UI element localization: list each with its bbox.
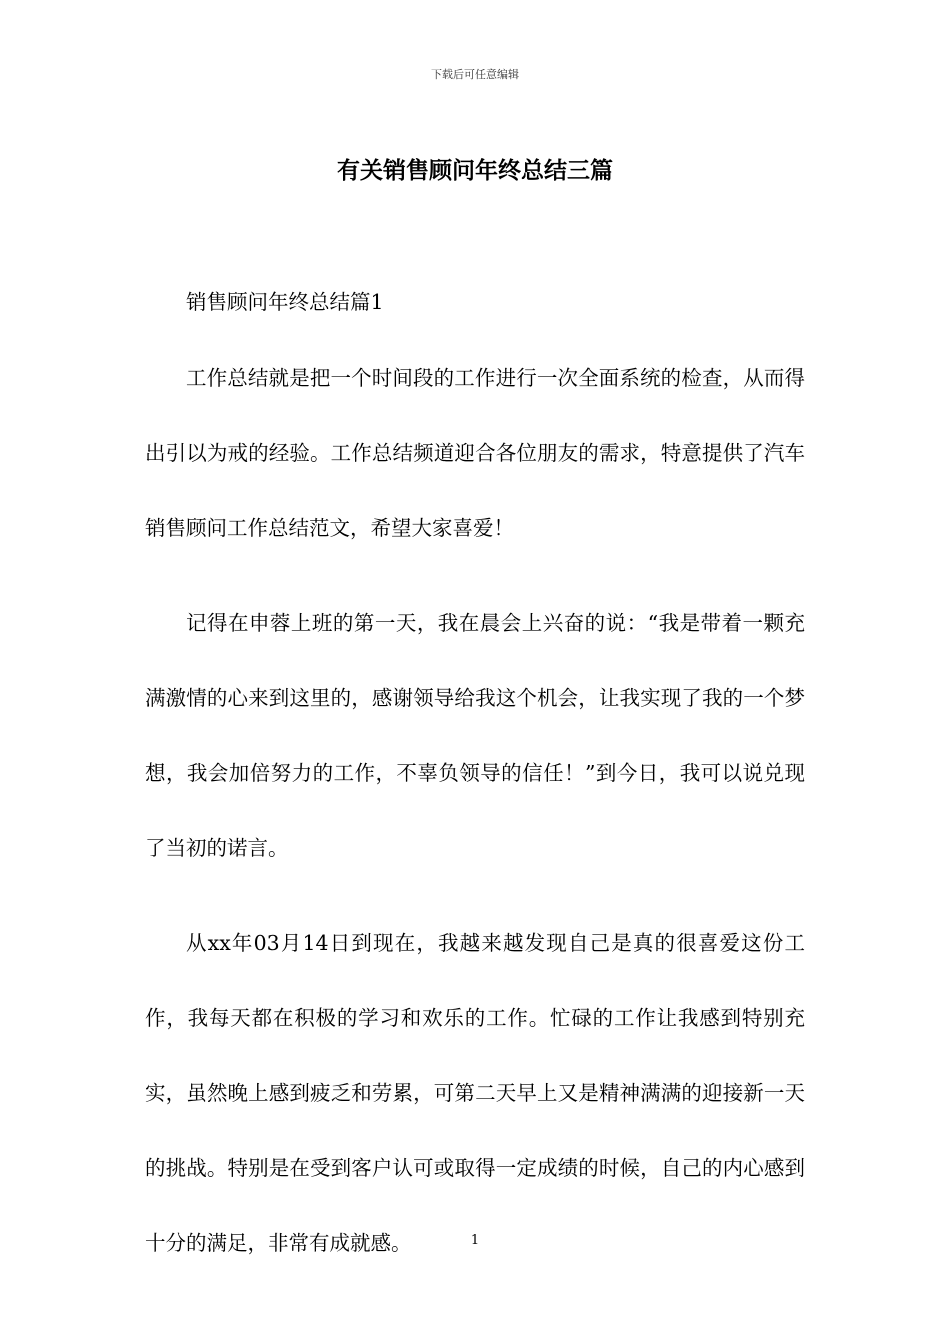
header-note: 下载后可任意编辑 bbox=[431, 68, 519, 81]
paragraph-intro: 工作总结就是把一个时间段的工作进行一次全面系统的检查，从而得出引以为戒的经验。工作总结频道迎合各位朋友的需求，特意提供了汽车销售顾问工作总结范文，希望大家喜爱！ bbox=[145, 366, 805, 540]
document-title: 有关销售顾问年终总结三篇 bbox=[337, 157, 613, 184]
section-heading: 销售顾问年终总结篇1 bbox=[186, 290, 384, 314]
document-body bbox=[145, 283, 805, 1319]
paragraph-work-experience: 从xx年03月14日到现在，我越来越发现自己是真的很喜爱这份工作，我每天都在积极的学习和欢乐的工作。忙碌的工作让我感到特别充实，虽然晚上感到疲乏和劳累，可第二天早上又是精神满满的迎接新一天的挑战。特别是在受到客户认可或取得一定成绩的时候，自己的内心感到十分的满足，非常有成就感。 bbox=[145, 931, 805, 1255]
paragraph-first-day: 记得在申蓉上班的第一天，我在晨会上兴奋的说：“我是带着一颗充满激情的心来到这里的，感谢领导给我这个机会，让我实现了我的一个梦想，我会加倍努力的工作，不辜负领导的信任！”到今日，我可以说兑现了当初的诺言。 bbox=[145, 611, 805, 860]
page-number: 1 bbox=[470, 1233, 480, 1248]
